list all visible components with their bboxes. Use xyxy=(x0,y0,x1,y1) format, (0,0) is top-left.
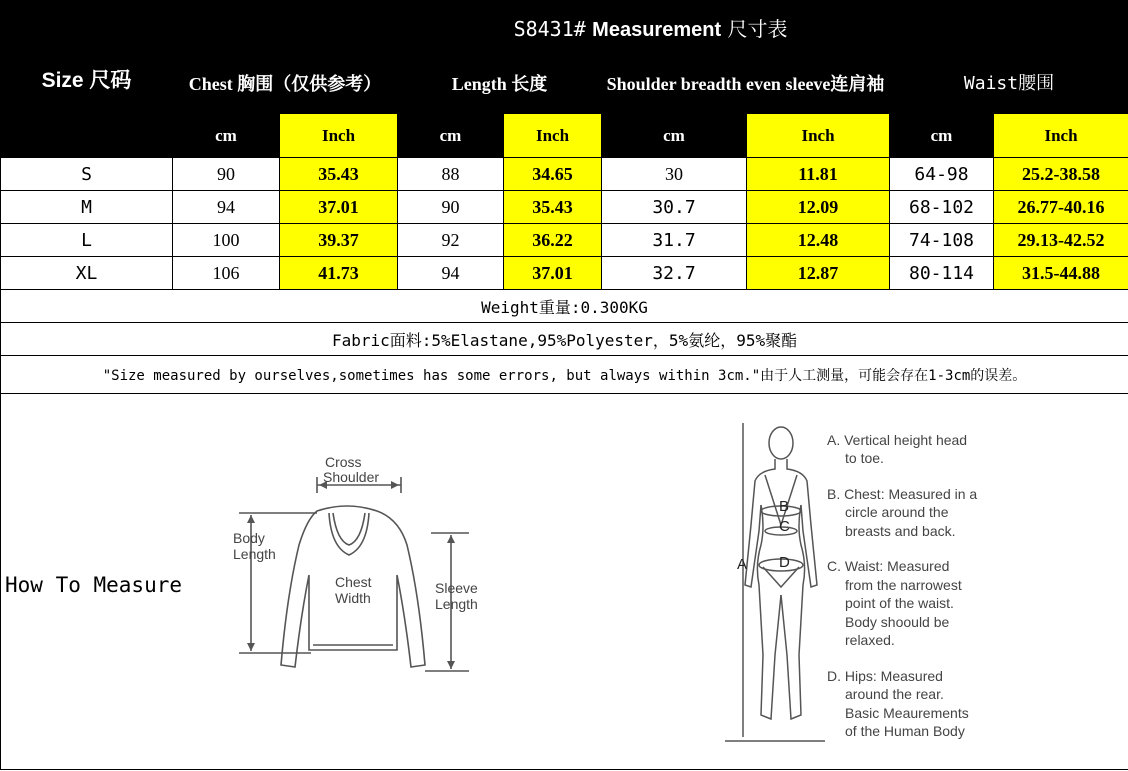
note-line: B. Chest: Measured in a xyxy=(827,485,978,502)
chest-width-label-2: Width xyxy=(335,589,371,606)
how-to-measure-label: How To Measure xyxy=(5,572,183,597)
length-inch-cell: 34.65 xyxy=(504,158,602,191)
sleeve-length-label-1: Sleeve xyxy=(435,579,478,596)
note-line: D. Hips: Measured xyxy=(827,667,943,684)
length-cm-cell: 94 xyxy=(398,257,504,290)
chest-cm-cell: 90 xyxy=(173,158,280,191)
note-line: breasts and back. xyxy=(845,522,956,539)
note-line: Body shoould be xyxy=(845,613,950,630)
note-line: Basic Meaurements xyxy=(845,704,969,721)
note-line: relaxed. xyxy=(845,632,895,648)
length-cm-header: cm xyxy=(398,114,504,158)
table-row xyxy=(1,224,1128,257)
chart-title xyxy=(173,1,1128,54)
size-cell: L xyxy=(1,224,173,257)
length-inch-cell: 36.22 xyxy=(504,224,602,257)
table-row xyxy=(1,158,1128,191)
note-line: circle around the xyxy=(845,504,949,520)
body-letter-d: D xyxy=(779,553,790,571)
length-header: Length 长度 xyxy=(398,54,602,114)
length-cm-cell: 90 xyxy=(398,191,504,224)
how-to-measure-section xyxy=(1,394,1128,770)
length-inch-header: Inch xyxy=(504,114,602,158)
shoulder-cm-cell: 31.7 xyxy=(602,224,747,257)
shoulder-cm-cell: 30.7 xyxy=(602,191,747,224)
waist-cm-cell: 68-102 xyxy=(890,191,994,224)
chest-inch-cell: 39.37 xyxy=(280,224,398,257)
shoulder-inch-cell: 11.81 xyxy=(747,158,890,191)
shoulder-inch-cell: 12.87 xyxy=(747,257,890,290)
chest-inch-header: Inch xyxy=(280,114,398,158)
shoulder-header: Shoulder breadth even sleeve连肩袖 xyxy=(602,54,890,114)
waist-header: Waist腰围 xyxy=(890,54,1128,114)
weight-info: Weight重量:0.300KG xyxy=(1,290,1128,323)
chest-cm-cell: 100 xyxy=(173,224,280,257)
chest-cm-cell: 94 xyxy=(173,191,280,224)
title-suffix: 尺寸表 xyxy=(727,16,788,41)
sleeve-length-label-2: Length xyxy=(435,595,478,612)
shoulder-cm-cell: 32.7 xyxy=(602,257,747,290)
chest-inch-cell: 37.01 xyxy=(280,191,398,224)
waist-inch-cell: 26.77-40.16 xyxy=(994,191,1128,224)
measurement-note: "Size measured by ourselves,sometimes has some errors, but always within 3cm."由于人工测量，可能会存在1-3cm的误差。 xyxy=(1,356,1128,394)
size-header: Size 尺码 xyxy=(1,1,173,158)
measurement-notes xyxy=(827,431,997,758)
fabric-info: Fabric面料:5%Elastane,95%Polyester，5%氨纶，95%聚酯 xyxy=(1,323,1128,356)
note-line: to toe. xyxy=(845,450,884,466)
waist-cm-cell: 74-108 xyxy=(890,224,994,257)
chest-inch-cell: 35.43 xyxy=(280,158,398,191)
shoulder-cm-header: cm xyxy=(602,114,747,158)
note-line: A. Vertical height head xyxy=(827,431,968,448)
length-inch-cell: 37.01 xyxy=(504,257,602,290)
body-letter-c: C xyxy=(779,517,790,535)
length-inch-cell: 35.43 xyxy=(504,191,602,224)
chest-header: Chest 胸围（仅供参考） xyxy=(173,54,398,114)
shoulder-cm-cell: 30 xyxy=(602,158,747,191)
title-code: S8431# xyxy=(513,16,586,41)
note-chest xyxy=(827,485,997,541)
waist-inch-header: Inch xyxy=(994,114,1128,158)
chest-cm-cell: 106 xyxy=(173,257,280,290)
length-cm-cell: 92 xyxy=(398,224,504,257)
note-hips xyxy=(827,667,997,741)
waist-cm-header: cm xyxy=(890,114,994,158)
length-cm-cell: 88 xyxy=(398,158,504,191)
waist-inch-cell: 29.13-42.52 xyxy=(994,224,1128,257)
note-line: from the narrowest xyxy=(845,576,962,593)
waist-cm-cell: 64-98 xyxy=(890,158,994,191)
cross-shoulder-label-1: Cross xyxy=(325,454,362,470)
size-cell: XL xyxy=(1,257,173,290)
note-line: of the Human Body xyxy=(845,723,965,739)
chest-width-label-1: Chest xyxy=(335,573,372,590)
note-waist xyxy=(827,557,997,650)
note-line: around the rear. xyxy=(845,686,944,702)
note-height xyxy=(827,431,997,468)
title-measurement: Measurement xyxy=(592,18,722,41)
chest-cm-header: cm xyxy=(173,114,280,158)
shirt-measurement-diagram xyxy=(229,455,489,695)
body-length-label-2: Length xyxy=(233,545,276,562)
body-length-label-1: Body xyxy=(233,529,265,546)
shoulder-inch-cell: 12.48 xyxy=(747,224,890,257)
body-measurement-diagram xyxy=(725,415,825,749)
size-cell: S xyxy=(1,158,173,191)
shoulder-inch-cell: 12.09 xyxy=(747,191,890,224)
size-cell: M xyxy=(1,191,173,224)
table-row xyxy=(1,257,1128,290)
table-row xyxy=(1,191,1128,224)
waist-inch-cell: 25.2-38.58 xyxy=(994,158,1128,191)
waist-inch-cell: 31.5-44.88 xyxy=(994,257,1128,290)
body-letter-a: A xyxy=(737,555,748,573)
cross-shoulder-label-2: Shoulder xyxy=(323,468,380,485)
note-line: point of the waist. xyxy=(845,595,954,611)
note-line: C. Waist: Measured xyxy=(827,558,950,574)
shoulder-inch-header: Inch xyxy=(747,114,890,158)
body-letter-b: B xyxy=(779,497,790,515)
chest-inch-cell: 41.73 xyxy=(280,257,398,290)
waist-cm-cell: 80-114 xyxy=(890,257,994,290)
